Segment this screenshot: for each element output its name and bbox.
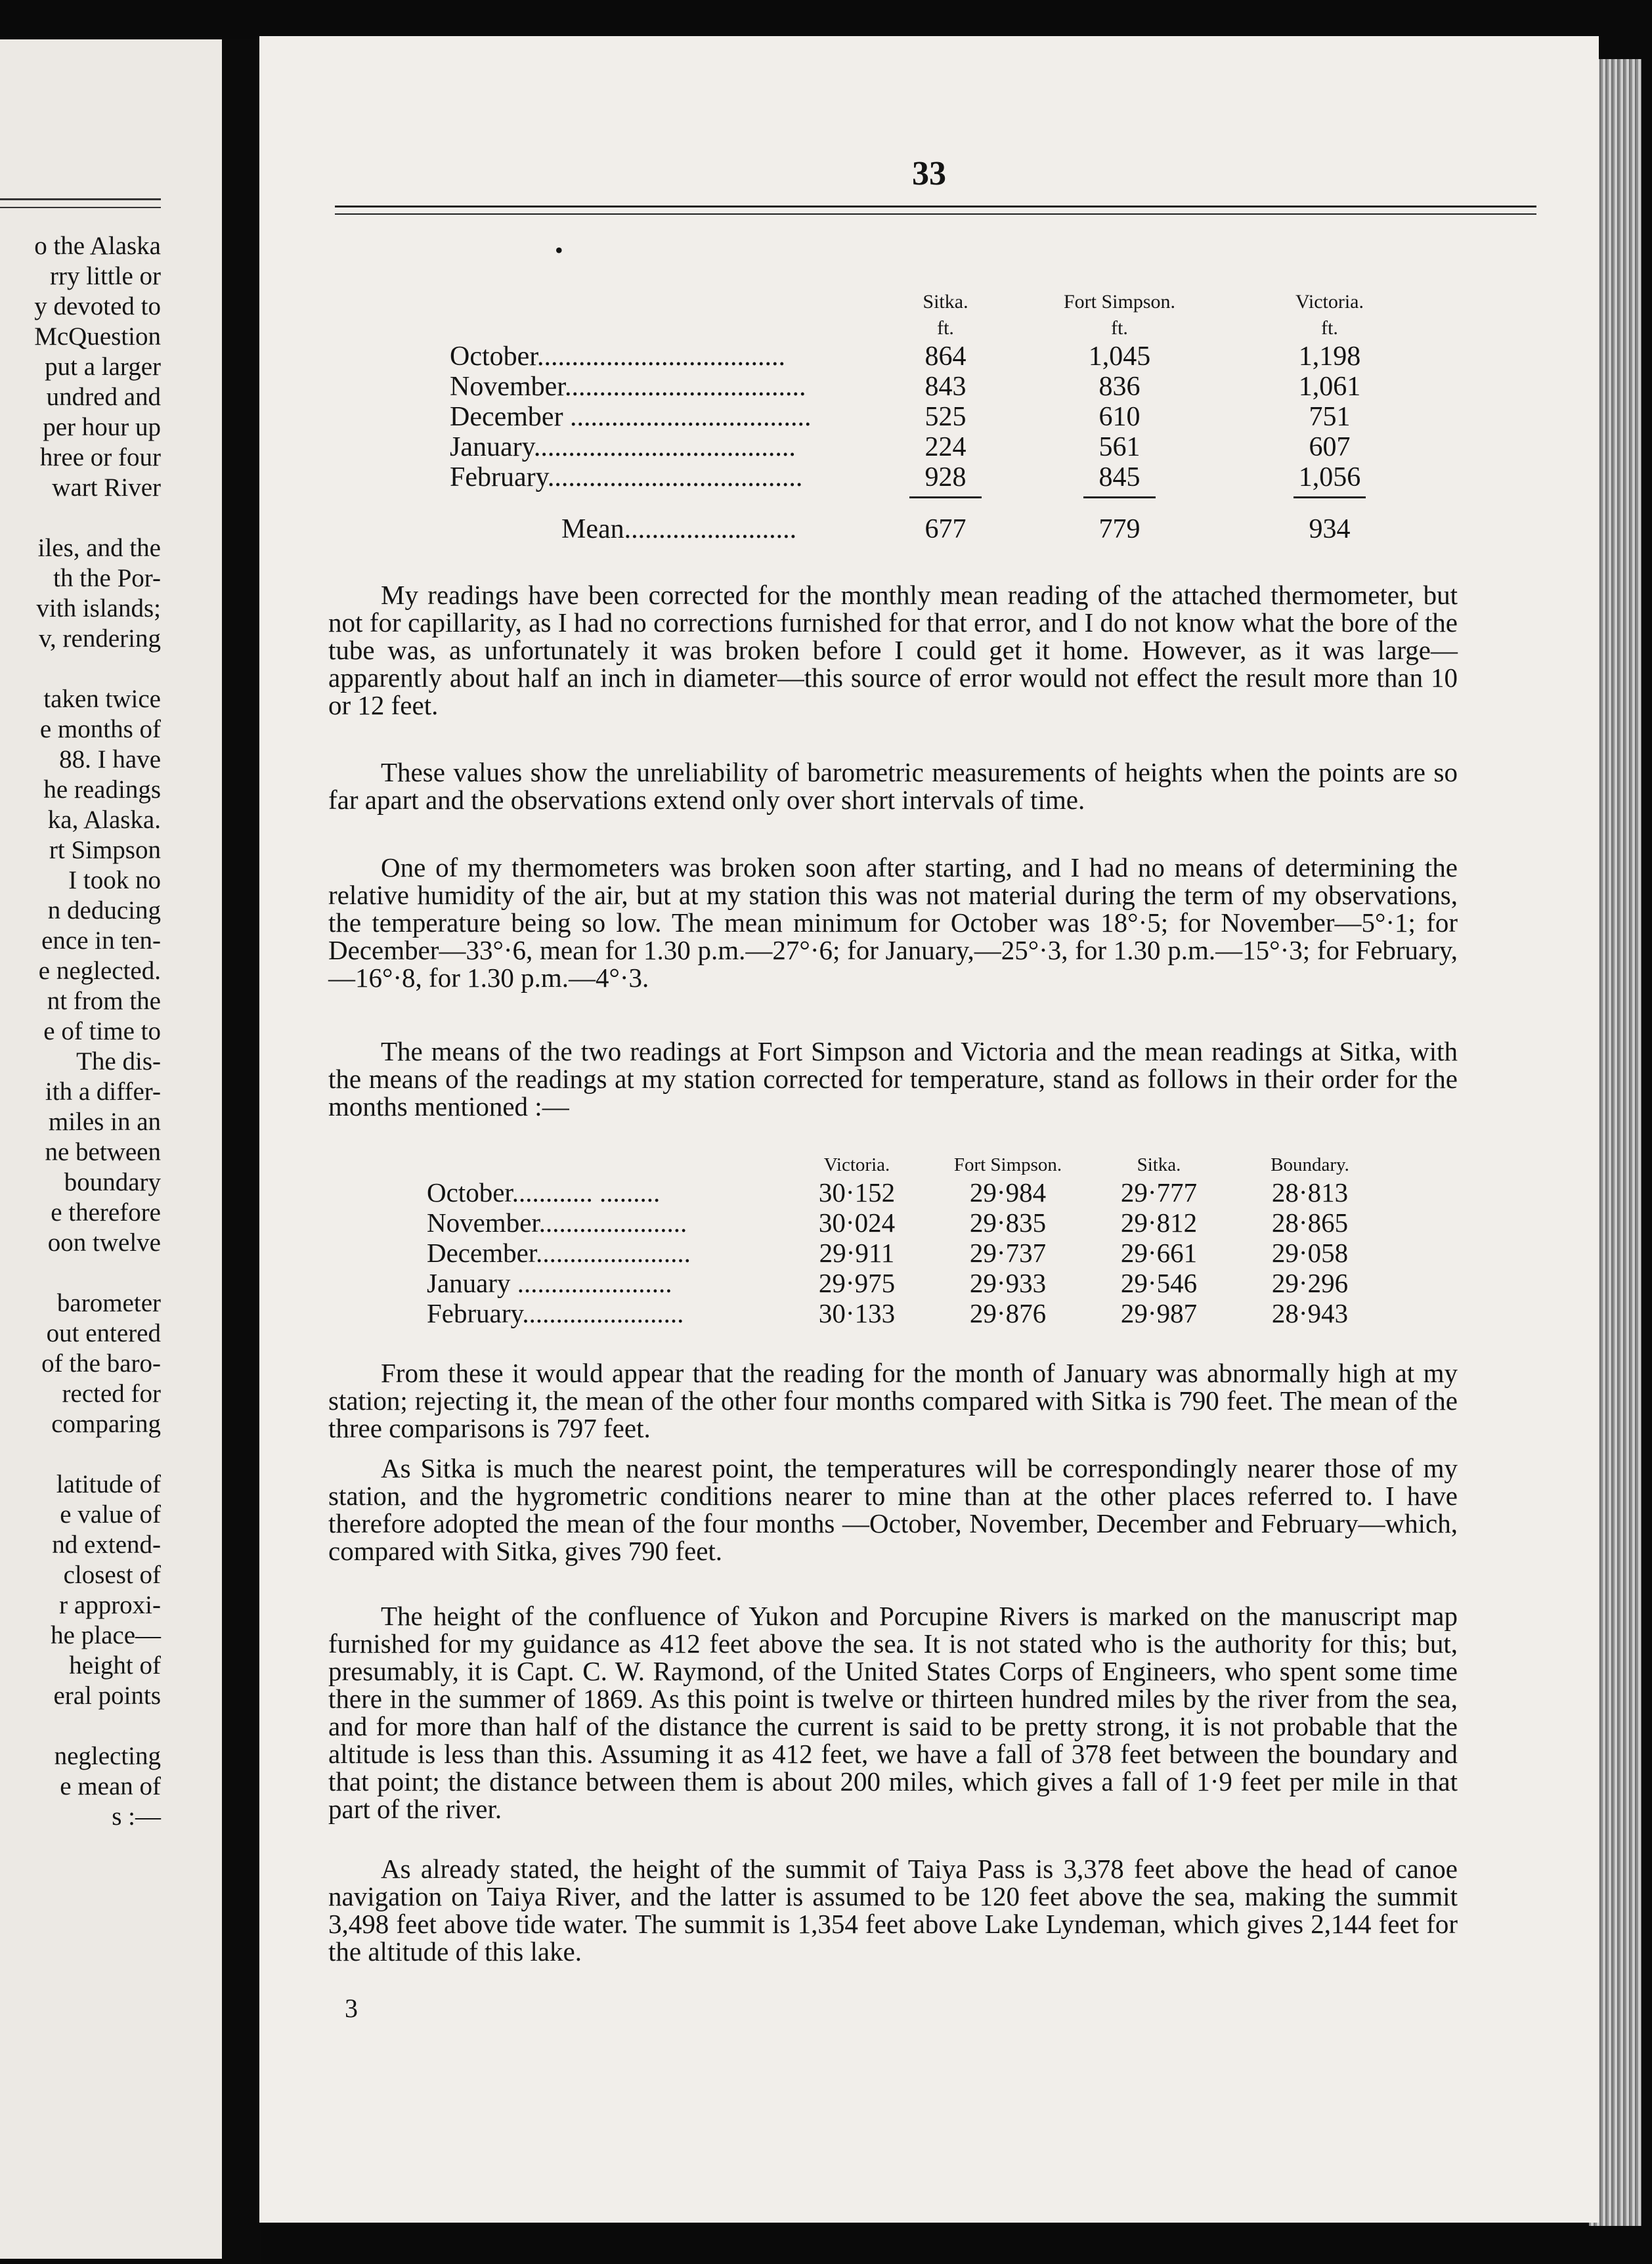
paragraph-text: As Sitka is much the nearest point, the temperatures will be correspondingly nearer those of my station, and the hygrometric conditions nearer to mine than at the other places referred to. I have therefore adopted the mean of the four months —October, November, December and February—which, compared with Sitka, gives 790 feet. — [328, 1453, 1458, 1566]
cell: 934 — [1309, 514, 1351, 544]
cell: 1,056 — [1298, 462, 1361, 492]
facing-page-line: eral points — [53, 1682, 161, 1710]
facing-page-line — [34, 1439, 161, 1469]
facing-page-line: he place— — [51, 1621, 161, 1649]
column-header: Victoria. — [1295, 291, 1364, 313]
facing-page-line — [34, 1711, 161, 1741]
facing-page-line — [34, 654, 161, 684]
facing-page-line: rected for — [62, 1380, 161, 1408]
cell: 779 — [1098, 514, 1141, 544]
column-header: Boundary. — [1271, 1154, 1349, 1175]
cell: 677 — [924, 514, 967, 544]
page-number: 33 — [912, 155, 946, 192]
mean-label: Mean......................... — [561, 514, 797, 544]
facing-page-line: ka, Alaska. — [47, 806, 161, 834]
cell: 1,198 — [1298, 341, 1361, 372]
cell: 836 — [1098, 372, 1141, 402]
facing-page-line: e neglected. — [38, 957, 161, 985]
facing-page-line: r approxi- — [59, 1591, 161, 1619]
table-row — [427, 1298, 1385, 1328]
mean-row — [450, 498, 1435, 544]
facing-page-line: iles, and the — [37, 534, 161, 562]
cell: 29·777 — [1120, 1177, 1198, 1208]
paragraph — [328, 854, 1458, 991]
facing-page-line: rry little or — [50, 262, 161, 290]
facing-page-line: s :— — [112, 1802, 161, 1831]
facing-page-line: I took no — [68, 866, 161, 894]
table-row — [427, 1268, 1385, 1298]
facing-page-line: nt from the — [47, 987, 161, 1015]
cell: 28·865 — [1271, 1208, 1349, 1238]
barometer-table — [427, 1152, 1385, 1328]
facing-page-line: th the Por- — [53, 564, 161, 592]
row-label: February..................................... — [450, 462, 803, 492]
facing-page-line — [34, 503, 161, 533]
cell: 843 — [924, 372, 967, 402]
unit-label: ft. — [1321, 317, 1338, 339]
cell: 29·933 — [969, 1268, 1047, 1298]
facing-page-line: e mean of — [60, 1772, 161, 1800]
facing-page-line: e months of — [39, 715, 161, 743]
page — [259, 36, 1599, 2223]
cell: 1,045 — [1088, 341, 1151, 372]
cell: 28·943 — [1271, 1298, 1349, 1328]
facing-page-line: McQuestion — [34, 322, 161, 351]
table-row — [450, 372, 1435, 402]
cell: 845 — [1098, 462, 1141, 492]
column-header: Sitka. — [1137, 1154, 1181, 1175]
cell: 1,061 — [1298, 372, 1361, 402]
facing-page-line: put a larger — [45, 353, 161, 381]
unit-label: ft. — [937, 317, 954, 339]
facing-page — [0, 39, 223, 2259]
paragraph-text: As already stated, the height of the summit of Taiya Pass is 3,378 feet above the head of canoe navigation on Taiya River, and the latter is assumed to be 120 feet above the sea, making the summit 3,498 feet above tide water. The summit is 1,354 feet above Lake Lyndeman, which gives 2,144 feet for the altitude of this lake. — [328, 1854, 1458, 1967]
cell: 29·812 — [1120, 1208, 1198, 1238]
facing-page-line: per hour up — [43, 413, 161, 441]
unit-label: ft. — [1111, 317, 1128, 339]
heights-table — [450, 289, 1435, 544]
facing-page-line: v, rendering — [39, 624, 161, 653]
facing-page-line: undred and — [46, 383, 161, 411]
row-label: February........................ — [427, 1298, 684, 1328]
facing-page-line: oon twelve — [47, 1229, 161, 1257]
facing-page-line: e therefore — [51, 1198, 161, 1227]
paragraph — [328, 1602, 1458, 1823]
paragraph-text: These values show the unreliability of barometric measurements of heights when the points are so far apart and the observations extend only over short intervals of time. — [328, 757, 1458, 815]
facing-page-line: closest of — [63, 1561, 161, 1589]
table-row — [450, 341, 1435, 372]
cell: 28·813 — [1271, 1177, 1349, 1208]
paragraph — [328, 758, 1458, 814]
cell: 29·835 — [969, 1208, 1047, 1238]
paragraph — [328, 1454, 1458, 1565]
cell: 29·058 — [1271, 1238, 1349, 1268]
facing-page-line: ne between — [45, 1138, 161, 1166]
paragraph — [328, 1855, 1458, 1965]
column-header: Fort Simpson. — [953, 1154, 1062, 1175]
facing-page-line: he readings — [43, 775, 161, 804]
facing-page-line: height of — [69, 1651, 161, 1680]
facing-page-line: latitude of — [56, 1470, 161, 1498]
cell: 561 — [1098, 432, 1141, 462]
row-label: October............ ......... — [427, 1177, 661, 1208]
facing-page-line: n deducing — [47, 896, 161, 925]
facing-page-line: of the baro- — [41, 1349, 161, 1378]
column-header: Fort Simpson. — [1063, 291, 1176, 313]
paragraph — [328, 581, 1458, 719]
row-label: January ....................... — [427, 1268, 672, 1298]
facing-page-line: o the Alaska — [34, 232, 161, 260]
cell: 29·737 — [969, 1238, 1047, 1268]
left-header-rule-2 — [0, 207, 161, 208]
cell: 864 — [924, 341, 967, 372]
book-gutter — [222, 39, 261, 2264]
facing-page-line: hree or four — [39, 443, 161, 471]
facing-page-line — [34, 1258, 161, 1288]
table-row — [450, 402, 1435, 432]
cell: 29·984 — [969, 1177, 1047, 1208]
table-row — [450, 462, 1435, 492]
sum-rule-row — [450, 492, 1435, 498]
cell: 29·911 — [819, 1238, 895, 1268]
cell: 525 — [924, 402, 967, 432]
cell: 751 — [1309, 402, 1351, 432]
paragraph — [328, 1359, 1458, 1442]
row-label: November...................... — [427, 1208, 687, 1238]
cell: 29·876 — [969, 1298, 1047, 1328]
cell: 29·975 — [818, 1268, 896, 1298]
facing-page-line: boundary — [64, 1168, 161, 1196]
paragraph-text: One of my thermometers was broken soon after starting, and I had no means of determining the relative humidity of the air, but at my station this was not material during the term of my observations, the temperature being so low. The mean minimum for October was 18°·5; for November—5°·1; for December—33°·6, mean for 1.30 p.m.—27°·6; for January,—25°·3, for 1.30 p.m.—15°·3; for February, —16°·8, for 1.30 p.m.—4°·3. — [328, 852, 1458, 993]
facing-page-line: y devoted to — [34, 292, 161, 320]
facing-page-line: barometer — [56, 1289, 161, 1317]
table-row — [427, 1177, 1385, 1208]
row-label: November................................... — [450, 372, 806, 402]
facing-page-line: out entered — [46, 1319, 161, 1347]
row-label: October.................................... — [450, 341, 785, 372]
row-label: December....................... — [427, 1238, 691, 1268]
facing-page-line: e value of — [60, 1500, 161, 1529]
signature-mark: 3 — [345, 1993, 358, 2023]
cell: 30·024 — [818, 1208, 896, 1238]
facing-page-line: taken twice — [43, 685, 161, 713]
heights-units-row — [450, 315, 1435, 341]
facing-page-text — [34, 231, 161, 1832]
cell: 30·152 — [818, 1177, 896, 1208]
left-header-rule — [0, 198, 161, 200]
cell: 29·296 — [1271, 1268, 1349, 1298]
paragraph-text: The height of the confluence of Yukon and Porcupine Rivers is marked on the manuscript map furnished for my guidance as 412 feet above the sea. It is not stated who is the authority for this; but, presumably, it is Capt. C. W. Raymond, of the United States Corps of Engineers, who spent some time there in the summer of 1869. As this point is twelve or thirteen hundred miles by the river from the sea, and for more than half of the distance the current is said to be pretty strong, it is not probable that the altitude is less than this. Assuming it as 412 feet, we have a fall of 378 feet between the boundary and that point; the distance between them is about 200 miles, which gives a fall of 1·9 feet per mile in that part of the river. — [328, 1601, 1458, 1824]
table-row — [427, 1238, 1385, 1268]
row-label: January...................................... — [450, 432, 796, 462]
facing-page-line: rt Simpson — [49, 836, 161, 864]
facing-page-line: miles in an — [48, 1108, 161, 1136]
table-row — [450, 432, 1435, 462]
barometer-header-row — [427, 1152, 1385, 1177]
cell: 29·661 — [1120, 1238, 1198, 1268]
ink-mark: • — [555, 237, 563, 263]
column-header: Victoria. — [823, 1154, 890, 1175]
facing-page-line: wart River — [52, 473, 161, 502]
paragraph-text: From these it would appear that the reading for the month of January was abnormally high at my station; rejecting it, the mean of the other four months compared with Sitka is 790 feet. The mean of the three comparisons is 797 feet. — [328, 1358, 1458, 1443]
cell: 224 — [924, 432, 967, 462]
paragraph-text: My readings have been corrected for the monthly mean reading of the attached thermometer, but not for capillarity, as I had no corrections furnished for that error, and I do not know what the bore of the tube was, as unfortunately it was broken before I could get it home. However, as it was large—apparently about half an inch in diameter—this source of error would not effect the result more than 10 or 12 feet. — [328, 580, 1458, 720]
header-rule-2 — [335, 213, 1536, 215]
table-row — [427, 1208, 1385, 1238]
facing-page-line: comparing — [51, 1410, 161, 1438]
facing-page-line: 88. I have — [59, 745, 161, 773]
cell: 928 — [924, 462, 967, 492]
paragraph-text: The means of the two readings at Fort Simpson and Victoria and the mean readings at Sitka, with the means of the readings at my station corrected for temperature, stand as follows in their order for the months mentioned :— — [328, 1036, 1458, 1121]
heights-header-row — [450, 289, 1435, 315]
cell: 607 — [1309, 432, 1351, 462]
facing-page-line: vith islands; — [36, 594, 161, 622]
cell: 29·987 — [1120, 1298, 1198, 1328]
cell: 29·546 — [1120, 1268, 1198, 1298]
header-rule — [335, 206, 1536, 207]
facing-page-line: ith a differ- — [45, 1078, 161, 1106]
row-label: December ................................... — [450, 402, 812, 432]
paragraph — [328, 1037, 1458, 1120]
facing-page-line: nd extend- — [52, 1531, 161, 1559]
facing-page-line: ence in ten- — [41, 926, 161, 955]
facing-page-line: The dis- — [76, 1047, 161, 1076]
cell: 610 — [1098, 402, 1141, 432]
column-header: Sitka. — [923, 291, 968, 313]
cell: 30·133 — [818, 1298, 896, 1328]
facing-page-line: neglecting — [54, 1742, 161, 1770]
facing-page-line: e of time to — [43, 1017, 161, 1045]
